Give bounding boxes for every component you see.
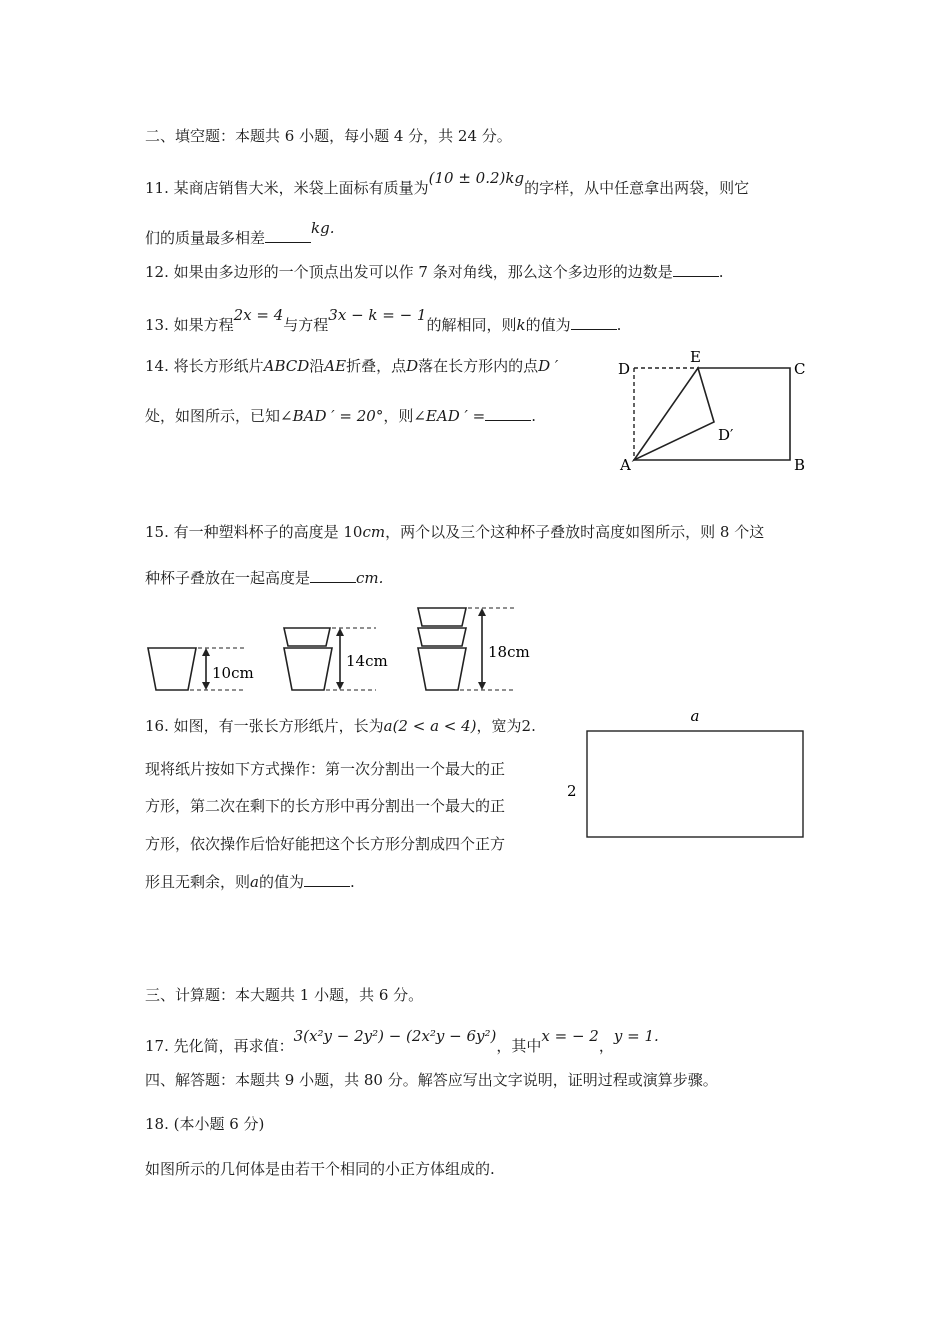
question-17 bbox=[145, 1027, 659, 1056]
q17-text2: ，其中 bbox=[496, 1037, 542, 1055]
section2-heading: 二、填空题：本题共 6 小题，每小题 4 分，共 24 分。 bbox=[145, 127, 512, 145]
cup1-arrow-down bbox=[202, 682, 210, 690]
q16-label-2: 2 bbox=[567, 782, 577, 800]
q17-text1: 17. 先化简，再求值： bbox=[145, 1037, 294, 1055]
q13-text2: 与方程 bbox=[283, 316, 329, 334]
question-18-text: 如图所示的几何体是由若干个相同的小正方体组成的. bbox=[145, 1160, 495, 1178]
question-18-header: 18. (本小题 6 分) bbox=[145, 1115, 265, 1133]
q14-label-a: A bbox=[620, 456, 631, 474]
q15-text2: ，两个以及三个这种杯子叠放时高度如图所示，则 8 个这 bbox=[385, 523, 765, 541]
q11-answer-blank bbox=[265, 228, 311, 243]
q14-label-d: D bbox=[618, 360, 631, 378]
q16-label-a: a bbox=[690, 707, 700, 725]
q15-figure bbox=[140, 600, 540, 700]
q15-unit2: cm. bbox=[356, 569, 384, 587]
stack2-arrow-down bbox=[336, 682, 344, 690]
q11-formula: (10 ± 0.2)kg bbox=[428, 169, 525, 187]
q13-var: k bbox=[516, 316, 526, 334]
q15-text3: 种杯子叠放在一起高度是 bbox=[145, 569, 311, 587]
q14-answer-blank bbox=[485, 406, 531, 421]
stack3-arrow-down bbox=[478, 682, 486, 690]
question-14-line2 bbox=[145, 406, 536, 426]
cup1-height-label: 10cm bbox=[212, 664, 254, 682]
stack3-middle-cup bbox=[418, 628, 466, 646]
q15-unit1: cm bbox=[362, 523, 386, 541]
q16-text2: ，宽为 bbox=[476, 717, 522, 735]
q14-text6: ，则 bbox=[383, 407, 414, 425]
question-16-line5 bbox=[145, 872, 355, 892]
q14-fold-triangle bbox=[634, 368, 714, 460]
q14-text2: 沿 bbox=[309, 357, 325, 375]
q14-text5: 处，如图所示，已知 bbox=[145, 407, 281, 425]
q14-text3: 折叠，点 bbox=[346, 357, 407, 375]
q13-text3: 的解相同，则 bbox=[426, 316, 517, 334]
q15-text1: 15. 有一种塑料杯子的高度是 10 bbox=[145, 523, 363, 541]
q13-text4: 的值为 bbox=[525, 316, 571, 334]
section3-heading: 三、计算题：本大题共 1 小题，共 6 分。 bbox=[145, 986, 424, 1004]
q14-label-e: E bbox=[690, 348, 701, 366]
q14-angle1: ∠BAD ′ = 20° bbox=[280, 407, 384, 425]
q16-text5a: 形且无剩余，则 bbox=[145, 873, 251, 891]
stack2-arrow-up bbox=[336, 628, 344, 636]
q13-equation2: 3x − k = − 1 bbox=[328, 306, 427, 324]
q17-expression: 3(x²y − 2y²) − (2x²y − 6y²) bbox=[293, 1027, 497, 1045]
stack3-height-label: 18cm bbox=[488, 643, 530, 661]
q17-y-value: y = 1. bbox=[613, 1027, 659, 1045]
stack2-bottom-cup bbox=[284, 648, 332, 690]
q16-figure bbox=[560, 704, 820, 844]
question-16-line1 bbox=[145, 716, 536, 736]
q13-equation1: 2x = 4 bbox=[233, 306, 284, 324]
q16-rectangle bbox=[587, 731, 803, 837]
question-16-line3: 方形，第二次在剩下的长方形中再分割出一个最大的正 bbox=[145, 797, 506, 815]
question-15-line1 bbox=[145, 522, 764, 542]
q11-unit: kg. bbox=[311, 219, 335, 237]
q14-label-d-prime: D′ bbox=[718, 426, 734, 444]
q16-text1: 16. 如图，有一张长方形纸片，长为 bbox=[145, 717, 384, 735]
question-13 bbox=[145, 306, 622, 335]
q14-point2: D ′ bbox=[538, 357, 559, 375]
stack3-arrow-up bbox=[478, 608, 486, 616]
q12-end: . bbox=[718, 263, 724, 281]
q16-text5b: 的值为 bbox=[258, 873, 304, 891]
q11-text2: 的字样，从中任意拿出两袋，则它 bbox=[524, 179, 750, 197]
q16-width: 2. bbox=[521, 717, 536, 735]
q11-text3: 们的质量最多相差 bbox=[145, 229, 266, 247]
cup-1 bbox=[148, 648, 196, 690]
q13-end: . bbox=[616, 316, 622, 334]
q14-end: . bbox=[531, 407, 537, 425]
q14-label-c: C bbox=[794, 360, 806, 378]
q14-rect: ABCD bbox=[263, 357, 310, 375]
stack2-height-label: 14cm bbox=[346, 652, 388, 670]
q14-text4: 落在长方形内的点 bbox=[418, 357, 539, 375]
question-11-line2 bbox=[145, 219, 335, 248]
q16-end: . bbox=[349, 873, 355, 891]
q11-text: 11. 某商店销售大米，米袋上面标有质量为 bbox=[145, 179, 429, 197]
section4-heading: 四、解答题：本题共 9 小题，共 80 分。解答应写出文字说明，证明过程或演算步骤。 bbox=[145, 1071, 718, 1089]
question-15-line2 bbox=[145, 568, 383, 588]
q16-answer-blank bbox=[304, 872, 350, 887]
question-16-line2: 现将纸片按如下方式操作：第一次分割出一个最大的正 bbox=[145, 760, 506, 778]
q14-angle2: ∠EAD ′ = bbox=[413, 407, 486, 425]
stack3-bottom-cup bbox=[418, 648, 466, 690]
q16-dimension: a(2 < a < 4) bbox=[383, 717, 477, 735]
stack3-top-cup bbox=[418, 608, 466, 626]
q14-label-b: B bbox=[794, 456, 806, 474]
q13-text: 13. 如果方程 bbox=[145, 316, 234, 334]
q15-answer-blank bbox=[310, 568, 356, 583]
q12-answer-blank bbox=[673, 262, 719, 277]
q17-separator: ， bbox=[598, 1037, 614, 1055]
cup1-arrow-up bbox=[202, 648, 210, 656]
q14-fold: AE bbox=[324, 357, 347, 375]
question-14-line1 bbox=[145, 356, 558, 376]
q14-text1: 14. 将长方形纸片 bbox=[145, 357, 264, 375]
q14-point: D bbox=[406, 357, 419, 375]
q13-answer-blank bbox=[571, 315, 617, 330]
q14-figure bbox=[610, 346, 810, 476]
q17-x-value: x = − 2 bbox=[541, 1027, 599, 1045]
q12-text: 12. 如果由多边形的一个顶点出发可以作 7 条对角线，那么这个多边形的边数是 bbox=[145, 263, 673, 281]
question-16-line4: 方形，依次操作后恰好能把这个长方形分割成四个正方 bbox=[145, 835, 506, 853]
question-11-line1 bbox=[145, 169, 750, 198]
q16-var: a bbox=[250, 873, 259, 891]
stack2-top-cup bbox=[284, 628, 330, 646]
question-12 bbox=[145, 262, 724, 282]
